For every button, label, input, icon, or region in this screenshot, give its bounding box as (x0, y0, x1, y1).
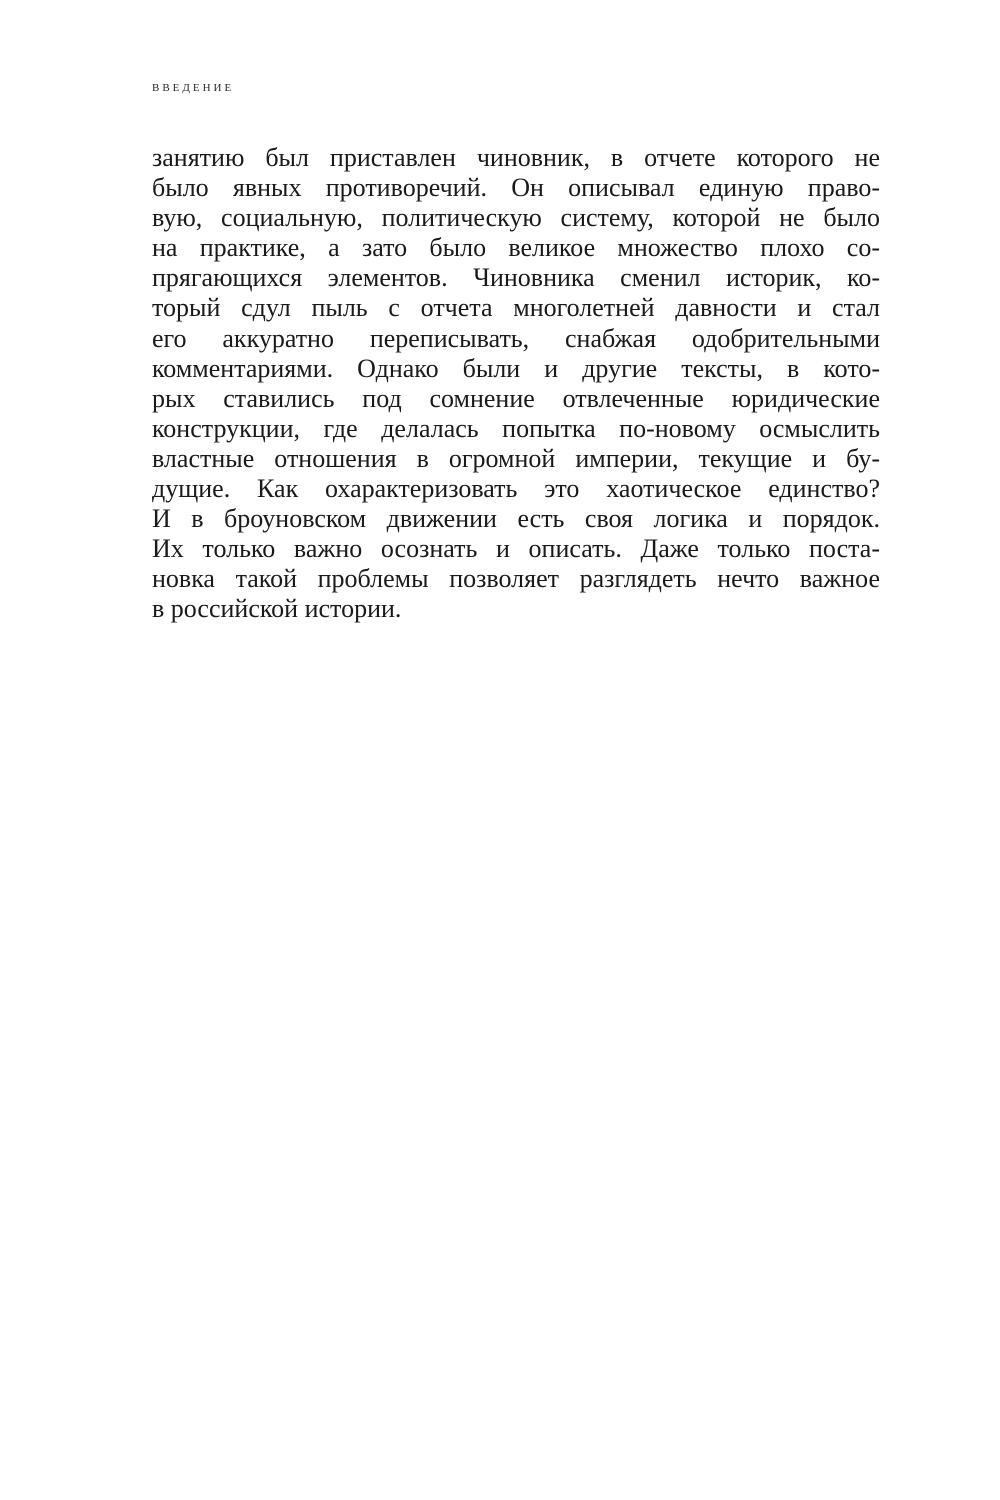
text-line: властные отношения в огромной империи, текущие и бу- (152, 443, 880, 473)
text-line: занятию был приставлен чиновник, в отчете которого не (152, 143, 880, 172)
text-line: в российской истории. (152, 594, 402, 624)
body-text (152, 143, 880, 625)
running-head: ВВЕДЕНИЕ (152, 82, 235, 94)
text-line: на практике, а зато было великое множество плохо со- (152, 233, 880, 263)
text-line: новка такой проблемы позволяет разглядеть нечто важное (152, 564, 880, 594)
text-line: было явных противоречий. Он описывал единую право- (152, 173, 880, 203)
text-line: дущие. Как охарактеризовать это хаотическое единство? (152, 474, 880, 504)
text-line: Их только важно осознать и описать. Даже только поста- (152, 534, 880, 564)
text-line: комментариями. Однако были и другие тексты, в кото- (152, 353, 880, 383)
text-line: конструкции, где делалась попытка по-новому осмыслить (152, 413, 880, 443)
text-line: торый сдул пыль с отчета многолетней давности и стал (152, 293, 880, 323)
text-line: И в броуновском движении есть своя логика и порядок. (152, 504, 880, 534)
text-line: его аккуратно переписывать, снабжая одобрительными (152, 323, 880, 353)
text-line: вую, социальную, политическую систему, которой не было (152, 203, 880, 233)
text-line: прягающихся элементов. Чиновника сменил историк, ко- (152, 263, 880, 293)
text-line: рых ставились под сомнение отвлеченные юридические (152, 383, 880, 413)
